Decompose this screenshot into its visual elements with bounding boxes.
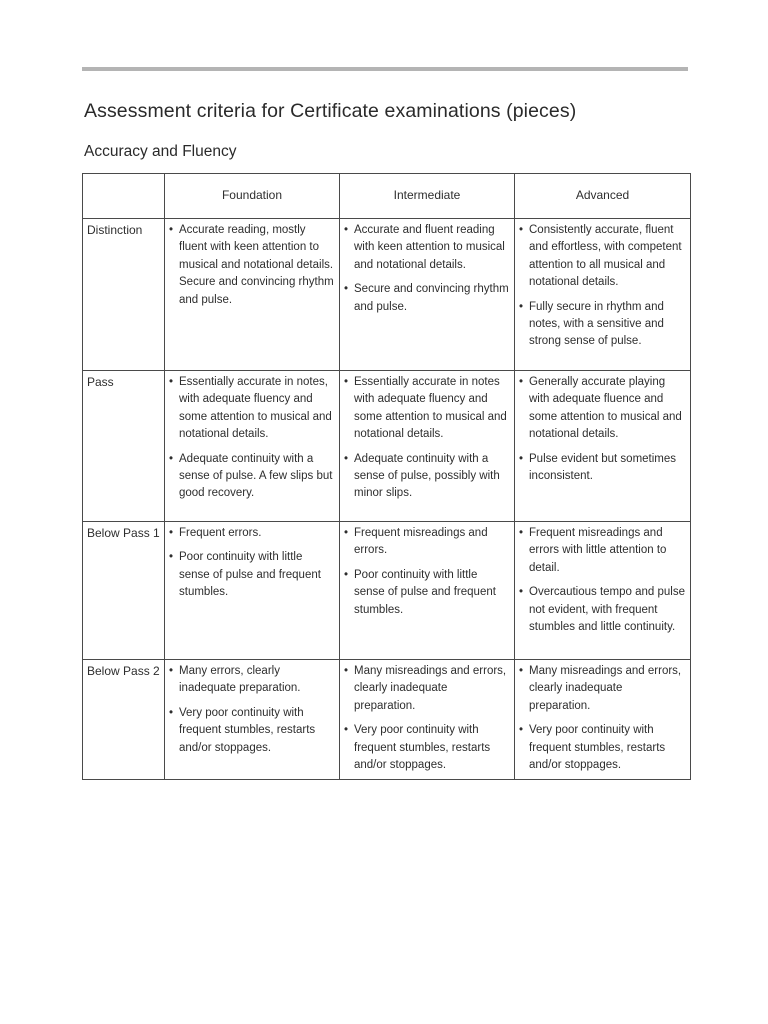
criteria-item: • Fully secure in rhythm and notes, with a sensitive and strong sense of pulse. [519, 299, 686, 351]
criteria-item: • Many misreadings and errors, clearly inadequate preparation. [344, 663, 510, 715]
criteria-item: • Many errors, clearly inadequate preparation. [169, 663, 335, 698]
criteria-item: • Adequate continuity with a sense of pulse, possibly with minor slips. [344, 451, 510, 503]
assessment-criteria-table [82, 173, 691, 780]
criteria-item: • Many misreadings and errors, clearly inadequate preparation. [519, 663, 686, 715]
cell-below-pass-2-intermediate [340, 660, 515, 780]
header-foundation: Foundation [165, 174, 340, 219]
criteria-item: • Very poor continuity with frequent stumbles, restarts and/or stoppages. [344, 722, 510, 774]
criteria-item: • Very poor continuity with frequent stumbles, restarts and/or stoppages. [169, 705, 335, 757]
row-label-below-pass-1: Below Pass 1 [83, 522, 165, 660]
cell-distinction-intermediate [340, 219, 515, 371]
cell-distinction-advanced [515, 219, 691, 371]
criteria-item: • Accurate and fluent reading with keen attention to musical and notational details. [344, 222, 510, 274]
cell-distinction-foundation [165, 219, 340, 371]
criteria-item: • Essentially accurate in notes with adequate fluency and some attention to musical and notational details. [344, 374, 510, 444]
criteria-item: • Adequate continuity with a sense of pulse. A few slips but good recovery. [169, 451, 335, 503]
criteria-item: • Consistently accurate, fluent and effortless, with competent attention to all musical and notational details. [519, 222, 686, 292]
table-row [83, 371, 691, 522]
cell-below-pass-2-advanced [515, 660, 691, 780]
row-label-pass: Pass [83, 371, 165, 522]
criteria-item: • Poor continuity with little sense of pulse and frequent stumbles. [169, 549, 335, 601]
criteria-item: • Poor continuity with little sense of pulse and frequent stumbles. [344, 567, 510, 619]
cell-pass-intermediate [340, 371, 515, 522]
cell-pass-advanced [515, 371, 691, 522]
criteria-item: • Essentially accurate in notes, with adequate fluency and some attention to musical and notational details. [169, 374, 335, 444]
criteria-item: • Pulse evident but sometimes inconsistent. [519, 451, 686, 486]
header-intermediate: Intermediate [340, 174, 515, 219]
table-row [83, 660, 691, 780]
cell-below-pass-1-advanced [515, 522, 691, 660]
table-header-row [83, 174, 691, 219]
header-advanced: Advanced [515, 174, 691, 219]
criteria-item: • Overcautious tempo and pulse not evident, with frequent stumbles and little continuity. [519, 584, 686, 636]
top-divider [82, 67, 688, 71]
criteria-item: • Generally accurate playing with adequate fluence and some attention to musical and notational details. [519, 374, 686, 444]
criteria-item: • Accurate reading, mostly fluent with keen attention to musical and notational details. Secure and convincing rhythm and pulse. [169, 222, 335, 309]
criteria-item: • Frequent misreadings and errors with little attention to detail. [519, 525, 686, 577]
row-label-distinction: Distinction [83, 219, 165, 371]
cell-pass-foundation [165, 371, 340, 522]
criteria-item: • Frequent errors. [169, 525, 335, 542]
criteria-item: • Secure and convincing rhythm and pulse. [344, 281, 510, 316]
section-title: Accuracy and Fluency [84, 143, 237, 160]
document-title: Assessment criteria for Certificate examinations (pieces) [84, 100, 577, 122]
cell-below-pass-1-intermediate [340, 522, 515, 660]
cell-below-pass-1-foundation [165, 522, 340, 660]
table-row [83, 522, 691, 660]
row-label-below-pass-2: Below Pass 2 [83, 660, 165, 780]
criteria-item: • Frequent misreadings and errors. [344, 525, 510, 560]
header-corner-cell [83, 174, 165, 219]
table-row [83, 219, 691, 371]
cell-below-pass-2-foundation [165, 660, 340, 780]
criteria-item: • Very poor continuity with frequent stumbles, restarts and/or stoppages. [519, 722, 686, 774]
